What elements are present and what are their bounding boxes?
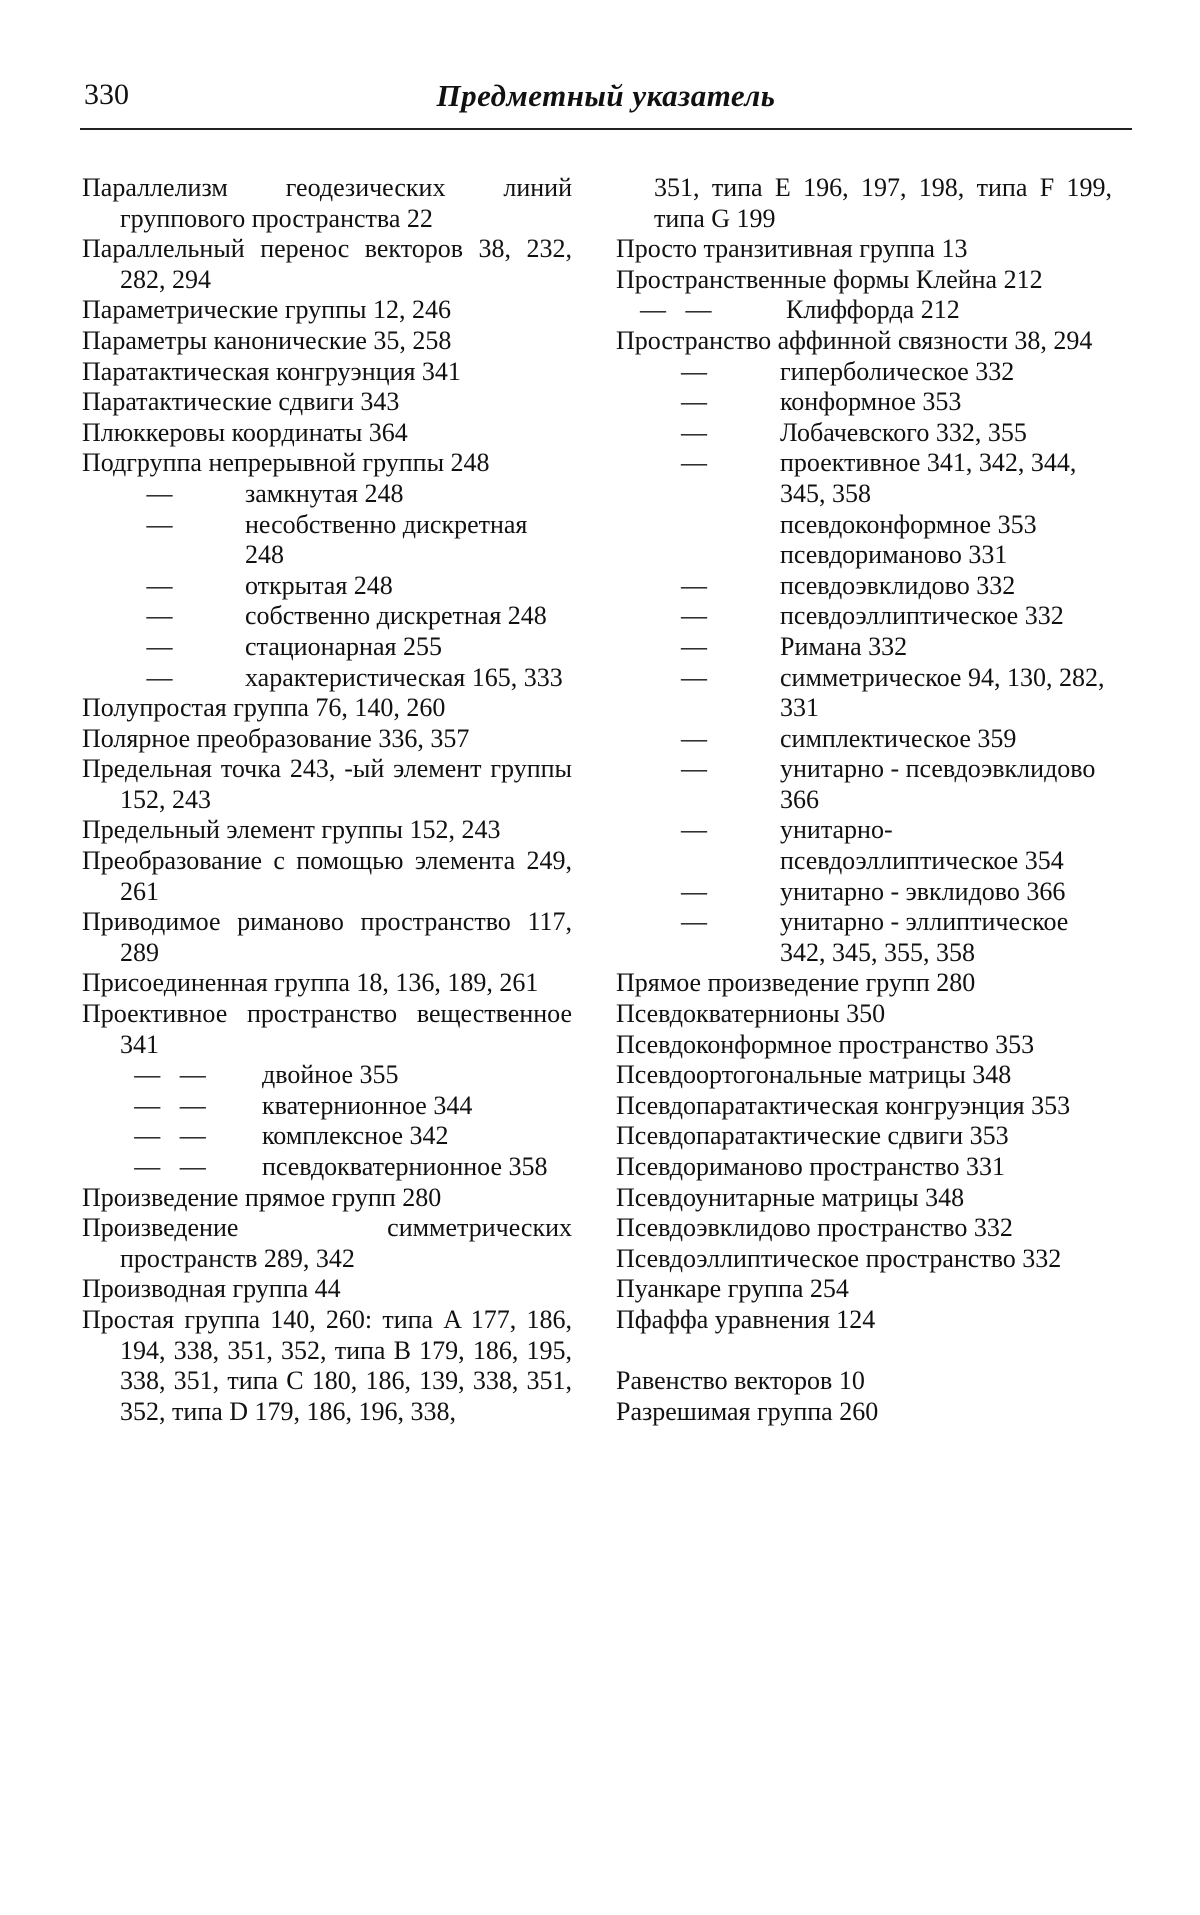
index-entry-text: Псевдоунитарные матрицы 348 xyxy=(616,1182,965,1212)
index-entry-text: проективное 341, 342, 344, 345, 358 xyxy=(780,448,1077,508)
header-rule xyxy=(80,128,1132,130)
index-entry-text: Равенство векторов 10 xyxy=(616,1366,865,1396)
index-entry-text: двойное 355 xyxy=(262,1060,399,1090)
index-entry xyxy=(616,234,1112,265)
index-entry-text: псевдориманово 331 xyxy=(780,540,1008,570)
index-entry xyxy=(82,724,572,755)
index-entry-text: конформное 353 xyxy=(780,387,962,417)
index-entry-text: Лобачевского 332, 355 xyxy=(780,417,1027,447)
index-entry xyxy=(82,357,572,388)
index-entry-text: характеристическая 165, 333 xyxy=(245,662,563,692)
index-entry-text: Параметры канонические 35, 258 xyxy=(82,325,452,355)
index-subentry xyxy=(616,448,1112,509)
index-subentry xyxy=(616,540,1112,571)
repeat-dash-mark: — xyxy=(681,601,707,631)
page-number: 330 xyxy=(84,78,129,111)
index-entry-text: Просто транзитивная группа 13 xyxy=(616,234,968,264)
repeat-dash-mark: — — xyxy=(134,1090,206,1120)
index-entry-text: Пуанкаре группа 254 xyxy=(616,1274,849,1304)
index-entry-text: Производная группа 44 xyxy=(82,1274,341,1304)
index-entry-text: Паратактические сдвиги 343 xyxy=(82,387,400,417)
repeat-dash-mark: — xyxy=(146,662,173,692)
repeat-dash-mark: — xyxy=(146,478,173,508)
index-entry xyxy=(82,999,572,1060)
index-entry xyxy=(82,1183,572,1214)
index-entry-text: Псевдопаратактические сдвиги 353 xyxy=(616,1121,1009,1151)
index-entry xyxy=(82,815,572,846)
index-subentry xyxy=(616,907,1112,968)
index-subentry xyxy=(82,571,572,602)
index-entry xyxy=(616,1121,1112,1152)
index-entry-text: комплексное 342 xyxy=(262,1121,449,1151)
index-subentry xyxy=(82,479,572,510)
index-entry xyxy=(616,968,1112,999)
index-entry-text: Пространство аффинной связности 38, 294 xyxy=(616,325,1093,355)
repeat-dash-mark: — xyxy=(681,417,707,447)
index-entry-text: замкнутая 248 xyxy=(245,478,404,508)
index-entry xyxy=(82,1305,572,1427)
index-entry xyxy=(616,1305,1112,1336)
index-entry xyxy=(82,295,572,326)
index-entry-text: Предельный элемент группы 152, 243 xyxy=(82,815,501,845)
repeat-dash-mark: — xyxy=(681,570,707,600)
index-entry-text: Разрешимая группа 260 xyxy=(616,1396,879,1426)
index-subentry xyxy=(82,601,572,632)
index-entry-text: унитарно - псевдоэвклидово 366 xyxy=(780,754,1096,814)
index-entry-text: Преобразование с помощью элемента 249, 261 xyxy=(82,846,572,906)
index-entry-text: Псевдопаратактическая конгруэнция 353 xyxy=(616,1090,1071,1120)
index-entry-text: псевдокватернионное 358 xyxy=(262,1152,548,1181)
index-entry-text: Псевдоортогональные матрицы 348 xyxy=(616,1060,1012,1090)
index-entry xyxy=(82,693,572,724)
index-subentry xyxy=(616,601,1112,632)
index-entry-text: Псевдориманово пространство 331 xyxy=(616,1152,1006,1181)
repeat-dash-mark: — xyxy=(681,815,707,845)
index-entry xyxy=(82,418,572,449)
running-title: Предметный указатель xyxy=(436,78,776,113)
index-entry-text: Параллелизм геодезических линий группового пространства 22 xyxy=(82,173,572,233)
index-entry xyxy=(82,968,572,999)
index-entry-text: Проективное пространство вещественное 341 xyxy=(82,999,572,1059)
index-subentry xyxy=(616,724,1112,755)
index-entry-text: Простая группа 140, 260: типа A 177, 186, 194, 338, 351, 352, типа B 179, 186, 195, 338, 351, типа C 180, 186, 139, 338, 351, 352, типа D 179, 186, 196, 338, xyxy=(82,1304,572,1426)
index-subentry xyxy=(616,632,1112,663)
repeat-dash-mark: — xyxy=(146,570,173,600)
repeat-dash-mark: — — xyxy=(134,1060,206,1090)
index-entry xyxy=(616,1091,1112,1122)
index-entry-text: Прямое произведение групп 280 xyxy=(616,968,976,998)
index-entry xyxy=(82,846,572,907)
repeat-dash-mark: — xyxy=(681,723,707,753)
index-gap xyxy=(616,1336,1112,1367)
index-entry xyxy=(616,1213,1112,1244)
index-entry-text: несобственно дискретная 248 xyxy=(245,509,528,570)
index-entry xyxy=(82,173,572,234)
index-subentry xyxy=(616,754,1112,815)
index-entry-text: унитарно - эллиптическое 342, 345, 355, 358 xyxy=(780,907,1069,967)
index-subentry xyxy=(616,663,1112,724)
index-entry xyxy=(616,999,1112,1030)
index-subsubentry xyxy=(82,1091,572,1122)
repeat-dash-mark: — xyxy=(681,448,707,478)
index-entry xyxy=(616,1366,1112,1397)
index-subsubentry xyxy=(616,295,1112,326)
index-subentry xyxy=(82,510,572,571)
repeat-dash-mark: — xyxy=(146,509,173,539)
index-entry-text: Произведение симметрических пространств 289, 342 xyxy=(82,1213,572,1273)
index-entry-text: симметрическое 94, 130, 282, 331 xyxy=(780,662,1105,723)
repeat-dash-mark: — xyxy=(681,662,707,692)
index-entry-text: Параллельный перенос векторов 38, 232, 282, 294 xyxy=(82,234,572,294)
index-subentry xyxy=(616,571,1112,602)
index-entry-text: унитарно - эвклидово 366 xyxy=(780,876,1066,906)
index-entry-text: Клиффорда 212 xyxy=(786,295,960,325)
index-entry-text: открытая 248 xyxy=(245,570,393,600)
index-entry-text: Полярное преобразование 336, 357 xyxy=(82,723,470,753)
repeat-dash-mark: — xyxy=(681,754,707,784)
index-column-left xyxy=(82,173,572,1427)
index-entry-text: стационарная 255 xyxy=(245,631,442,661)
repeat-dash-mark: — xyxy=(681,631,707,661)
index-subsubentry xyxy=(82,1152,572,1183)
index-entry xyxy=(82,387,572,418)
index-subentry xyxy=(616,510,1112,541)
index-entry xyxy=(82,1213,572,1274)
repeat-dash-mark: — — xyxy=(134,1121,206,1151)
index-entry-text: Пространственные формы Клейна 212 xyxy=(616,264,1043,294)
index-column-right xyxy=(616,173,1112,1427)
index-entry-text: Пфаффа уравнения 124 xyxy=(616,1304,876,1334)
index-entry-text: 351, типа E 196, 197, 198, типа F 199, типа G 199 xyxy=(654,173,1112,233)
index-subentry xyxy=(82,632,572,663)
index-entry xyxy=(616,1397,1112,1428)
index-entry xyxy=(616,1244,1112,1275)
index-entry-text: псевдоэвклидово 332 xyxy=(780,570,1016,600)
repeat-dash-mark: — xyxy=(681,387,707,417)
index-entry-text: Псевдоконформное пространство 353 xyxy=(616,1029,1035,1059)
index-subentry xyxy=(82,663,572,694)
index-entry xyxy=(82,907,572,968)
index-entry-text: Присоединенная группа 18, 136, 189, 261 xyxy=(82,968,539,998)
index-entry-text: Подгруппа непрерывной группы 248 xyxy=(82,448,490,478)
index-entry xyxy=(82,448,572,479)
index-entry-text: Полупростая группа 76, 140, 260 xyxy=(82,693,446,723)
index-entry xyxy=(616,265,1112,296)
index-subsubentry xyxy=(82,1121,572,1152)
index-entry xyxy=(82,1274,572,1305)
index-entry-text: Произведение прямое групп 280 xyxy=(82,1182,442,1212)
index-entry xyxy=(616,1183,1112,1214)
index-entry-text: Римана 332 xyxy=(780,631,908,661)
index-entry xyxy=(616,1060,1112,1091)
index-entry-text: кватернионное 344 xyxy=(262,1090,473,1120)
index-entry-text: Паратактическая конгруэнция 341 xyxy=(82,356,461,386)
page-header xyxy=(80,78,1132,122)
index-entry-text: Псевдокватернионы 350 xyxy=(616,999,886,1029)
index-entry xyxy=(616,1274,1112,1305)
repeat-dash-mark: — xyxy=(146,631,173,661)
repeat-dash-mark: — xyxy=(681,356,707,386)
index-entry-text: псевдоконформное 353 xyxy=(780,509,1037,539)
repeat-dash-mark: — xyxy=(681,876,707,906)
index-entry-text: псевдоэллиптическое 332 xyxy=(780,601,1064,631)
index-subentry xyxy=(616,815,1112,876)
index-entry-text: Псевдоэллиптическое пространство 332 xyxy=(616,1243,1062,1273)
index-subsubentry xyxy=(82,1060,572,1091)
index-entry-text: Приводимое риманово пространство 117, 289 xyxy=(82,907,572,967)
index-entry xyxy=(82,754,572,815)
index-entry-text: симплектическое 359 xyxy=(780,723,1017,753)
index-entry-text: Плюккеровы координаты 364 xyxy=(82,417,408,447)
index-entry xyxy=(82,326,572,357)
index-entry-text: Предельная точка 243, -ый элемент группы 152, 243 xyxy=(82,754,572,814)
index-subentry xyxy=(616,387,1112,418)
repeat-dash-mark: — — xyxy=(134,1152,206,1181)
index-entry-text: гиперболическое 332 xyxy=(780,356,1015,386)
index-entry-text: Псевдоэвклидово пространство 332 xyxy=(616,1213,1013,1243)
index-entry xyxy=(616,326,1112,357)
index-entry xyxy=(616,173,1112,234)
index-entry-text: собственно дискретная 248 xyxy=(245,601,547,631)
index-entry xyxy=(82,234,572,295)
repeat-dash-mark: — — xyxy=(640,295,712,325)
index-entry xyxy=(616,1030,1112,1061)
repeat-dash-mark: — xyxy=(681,907,707,937)
index-subentry xyxy=(616,418,1112,449)
index-subentry xyxy=(616,877,1112,908)
repeat-dash-mark: — xyxy=(146,601,173,631)
index-subentry xyxy=(616,357,1112,388)
index-entry xyxy=(616,1152,1112,1183)
index-entry-text: Параметрические группы 12, 246 xyxy=(82,295,451,325)
index-entry-text: унитарно-псевдоэллиптическое 354 xyxy=(780,815,1064,876)
